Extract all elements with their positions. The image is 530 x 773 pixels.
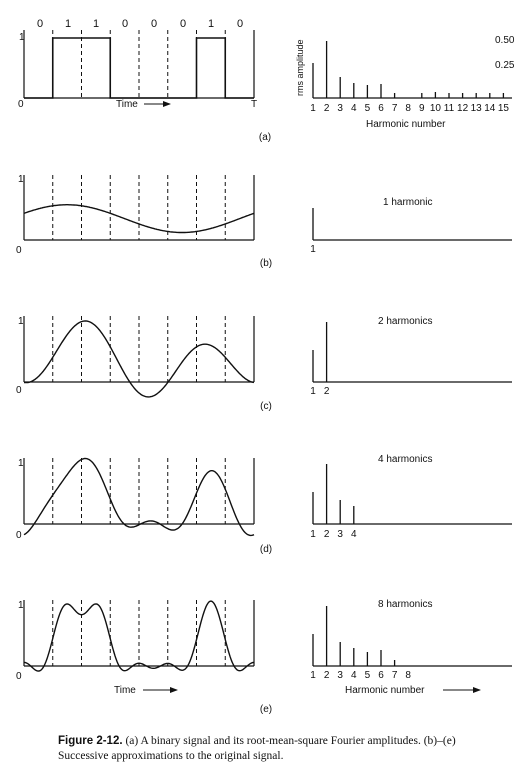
harmonic-tick-label: 9: [419, 103, 425, 114]
harmonic-tick-label: 5: [364, 103, 371, 114]
panel-label-a: (a): [258, 132, 272, 143]
y-label-zero: 0: [16, 245, 22, 256]
spectrum-b: [310, 208, 512, 255]
harmonic-tick-label: 5: [364, 670, 371, 681]
waveform-a: [24, 30, 254, 98]
harmonic-count-title: 4 harmonics: [378, 454, 433, 465]
y-label-zero: 0: [16, 671, 22, 682]
harmonic-tick-label: 10: [429, 103, 441, 114]
harmonic-tick-label: 1: [310, 103, 316, 114]
y-label-one: 1: [18, 316, 24, 327]
panel-d: [16, 454, 512, 555]
panel-a: [18, 18, 515, 143]
y-label-zero: 0: [18, 99, 24, 110]
x-axis-label: Harmonic number: [345, 685, 425, 696]
bit-label: 1: [207, 18, 215, 30]
harmonic-tick-label: 6: [378, 103, 384, 114]
harmonic-tick-label: 1: [310, 529, 316, 540]
waveform-b: [24, 175, 254, 240]
y-label-one: 1: [19, 32, 25, 43]
caption-label: Figure 2-12.: [58, 735, 123, 747]
harmonic-tick-label: 1: [310, 386, 316, 397]
x-label-t: T: [251, 99, 258, 110]
spectrum-c: [310, 322, 512, 397]
panel-label-b: (b): [259, 258, 273, 269]
panel-b: [16, 174, 512, 269]
harmonic-tick-label: 3: [337, 529, 343, 540]
y-label-zero: 0: [16, 385, 22, 396]
panel-label-c: (c): [260, 401, 272, 412]
harmonic-tick-label: 4: [351, 670, 357, 681]
waveform-d: [24, 458, 254, 535]
bit-labels: [37, 18, 243, 30]
y-tick-025: 0.25: [495, 60, 515, 71]
waveform-c: [24, 316, 254, 397]
y-label-one: 1: [18, 600, 24, 611]
harmonic-count-title: 8 harmonics: [378, 599, 433, 610]
bit-label: 1: [92, 18, 100, 30]
harmonic-tick-label: 8: [405, 103, 411, 114]
harmonic-tick-label: 7: [391, 670, 398, 681]
time-label: Time: [116, 99, 138, 110]
spectrum-d: [310, 464, 512, 540]
harmonic-tick-label: 2: [323, 529, 330, 540]
harmonic-tick-label: 2: [323, 386, 330, 397]
harmonic-tick-label: 3: [337, 103, 343, 114]
bit-label: 0: [179, 18, 187, 30]
harmonic-tick-label: 2: [323, 670, 330, 681]
harmonic-tick-label: 15: [497, 103, 509, 114]
harmonic-count-title: 1 harmonic: [383, 197, 433, 208]
bit-label: 0: [236, 18, 244, 30]
harmonic-tick-label: 1: [310, 244, 316, 255]
time-axis-label: [116, 99, 170, 110]
harmonic-tick-label: 8: [405, 670, 411, 681]
x-axis-label: Harmonic number: [366, 119, 446, 130]
bit-label: 0: [121, 18, 129, 30]
harmonic-count-title: 2 harmonics: [378, 316, 433, 327]
y-axis-label: rms amplitude: [295, 39, 305, 96]
y-tick-050: 0.50: [495, 35, 515, 46]
time-label: Time: [114, 685, 136, 696]
bit-label: 0: [36, 18, 44, 30]
figure-caption: [58, 734, 498, 764]
waveform-e: [24, 600, 254, 671]
harmonic-axis-label: [345, 685, 480, 696]
y-label-zero: 0: [16, 530, 22, 541]
time-axis-label: [114, 685, 177, 696]
panel-c: [16, 316, 512, 412]
harmonic-tick-label: 12: [457, 103, 469, 114]
caption-text: (a) A binary signal and its root-mean-square Fourier amplitudes. (b)–(e) Successive approximations to the original signal.: [58, 735, 456, 762]
harmonic-tick-label: 7: [391, 103, 398, 114]
harmonic-tick-label: 4: [351, 103, 357, 114]
y-label-one: 1: [18, 174, 24, 185]
harmonic-tick-label: 4: [351, 529, 357, 540]
spectrum-e: [310, 606, 512, 681]
y-label-one: 1: [18, 458, 24, 469]
harmonic-tick-label: 1: [310, 670, 316, 681]
panel-label-e: (e): [259, 704, 273, 715]
panel-label-d: (d): [259, 544, 273, 555]
harmonic-tick-label: 14: [484, 103, 496, 114]
panel-e: [16, 599, 512, 715]
harmonic-tick-label: 11: [443, 103, 455, 114]
harmonic-tick-label: 3: [337, 670, 343, 681]
bit-label: 0: [150, 18, 158, 30]
harmonic-tick-label: 2: [323, 103, 330, 114]
spectrum-a: [310, 41, 512, 114]
bit-label: 1: [64, 18, 72, 30]
harmonic-tick-label: 6: [378, 670, 384, 681]
harmonic-tick-label: 13: [470, 103, 482, 114]
